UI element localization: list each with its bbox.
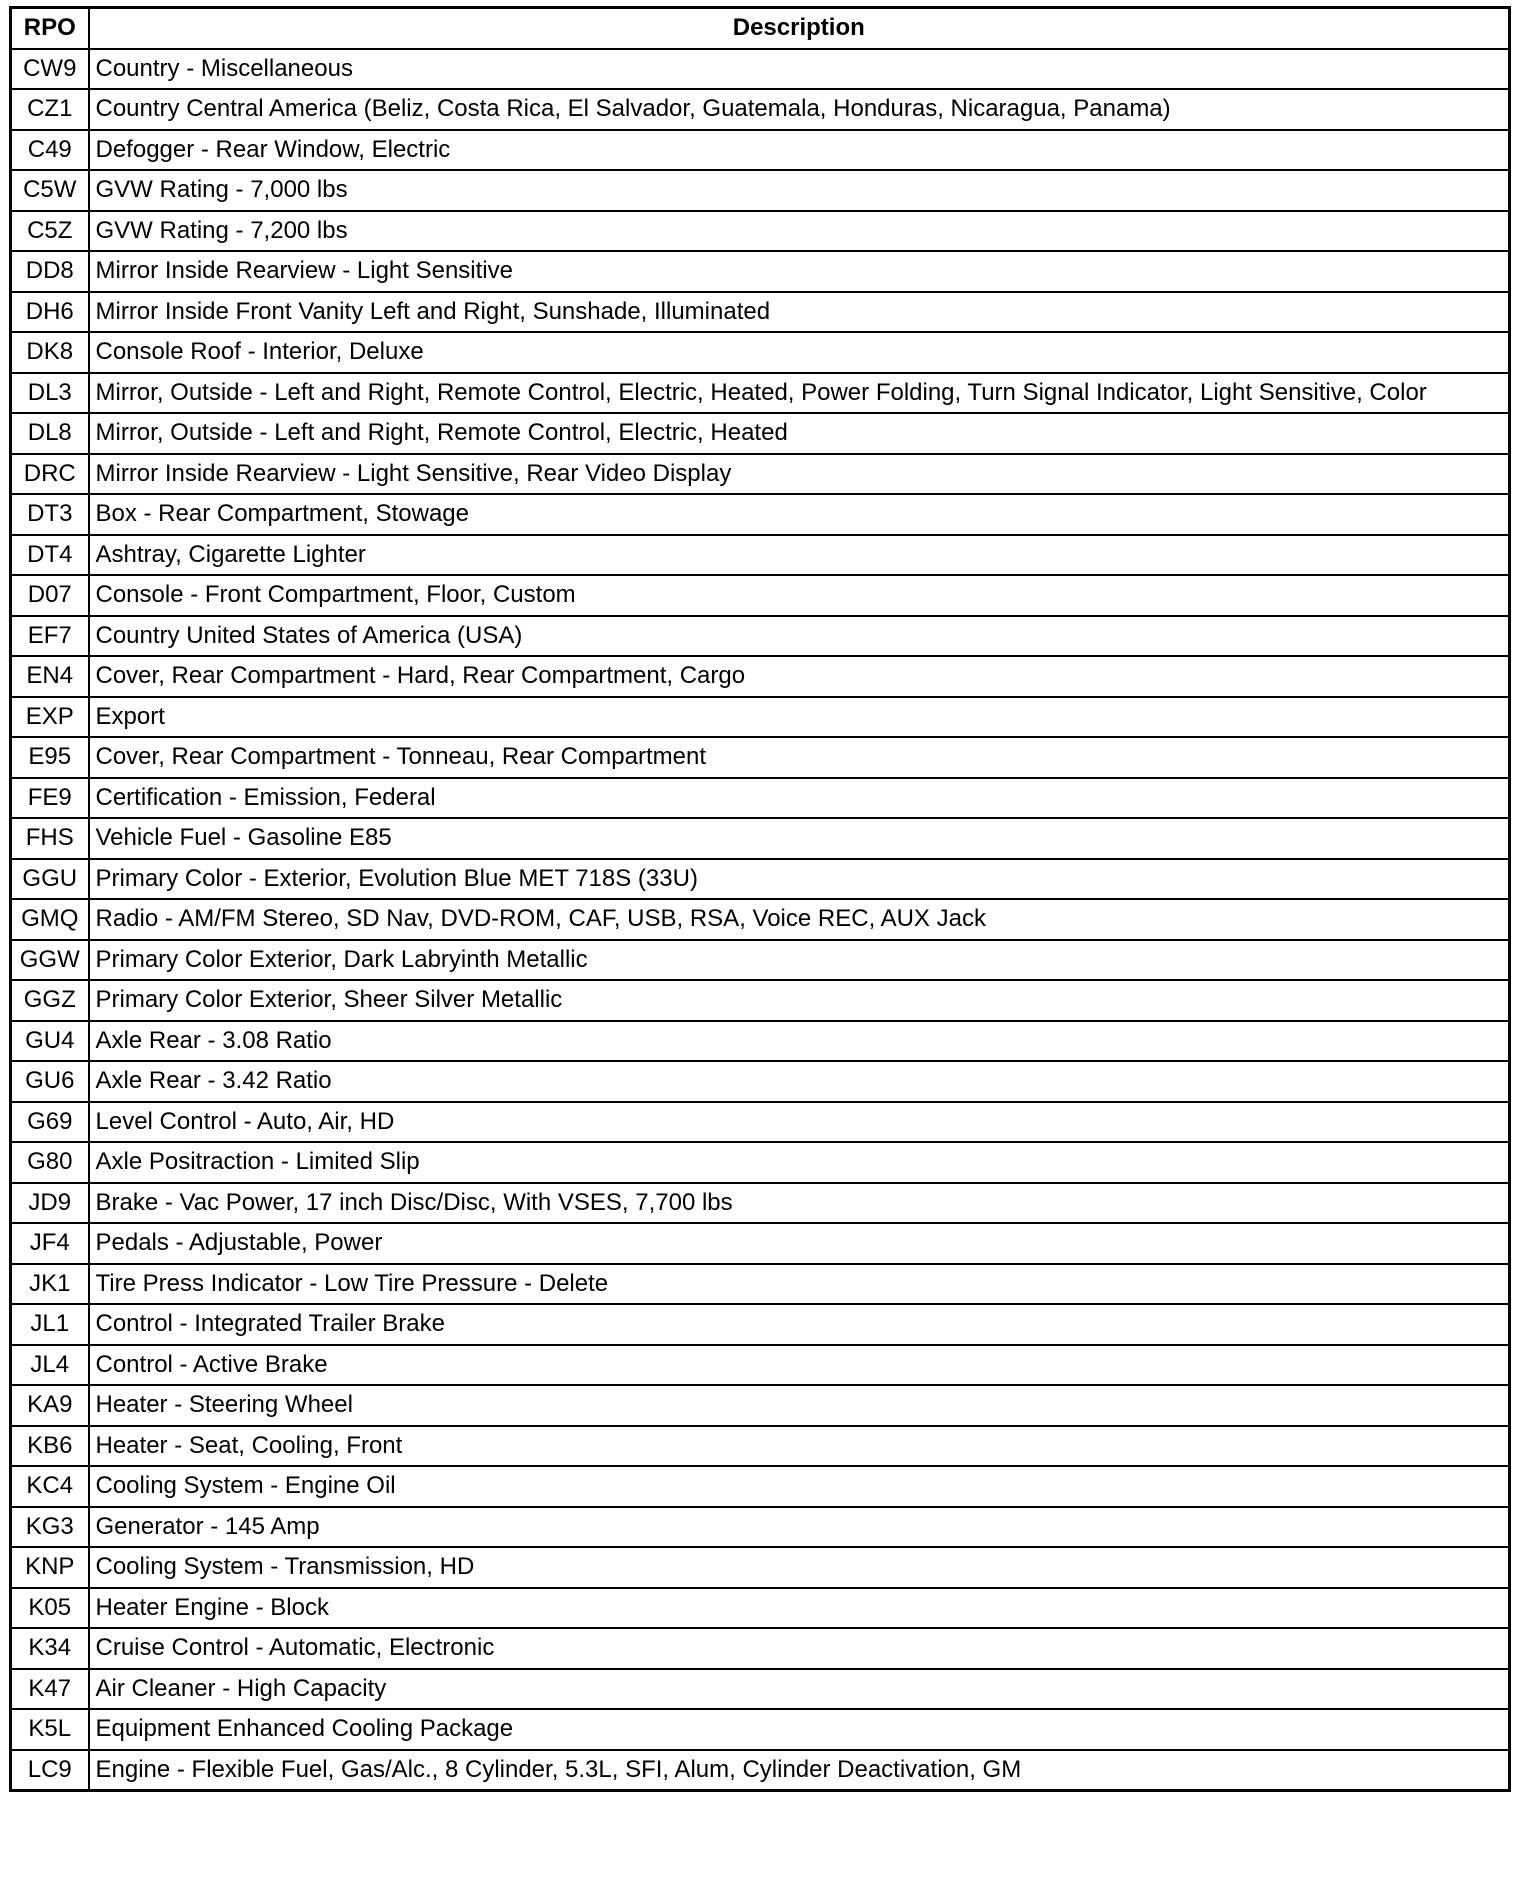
table-row xyxy=(11,332,1510,373)
table-row xyxy=(11,413,1510,454)
description-cell: Console - Front Compartment, Floor, Custom xyxy=(89,575,1510,616)
rpo-code-cell: KA9 xyxy=(11,1385,89,1426)
table-row xyxy=(11,535,1510,576)
rpo-code-cell: E95 xyxy=(11,737,89,778)
table-row xyxy=(11,1385,1510,1426)
table-row xyxy=(11,1466,1510,1507)
table-row xyxy=(11,373,1510,414)
table-row xyxy=(11,1628,1510,1669)
rpo-code-cell: EF7 xyxy=(11,616,89,657)
table-row xyxy=(11,940,1510,981)
description-cell: Level Control - Auto, Air, HD xyxy=(89,1102,1510,1143)
table-row xyxy=(11,1264,1510,1305)
table-row xyxy=(11,737,1510,778)
rpo-code-cell: JK1 xyxy=(11,1264,89,1305)
rpo-code-cell: K47 xyxy=(11,1669,89,1710)
rpo-code-cell: KC4 xyxy=(11,1466,89,1507)
rpo-code-cell: DD8 xyxy=(11,251,89,292)
rpo-code-cell: KNP xyxy=(11,1547,89,1588)
description-cell: Heater - Steering Wheel xyxy=(89,1385,1510,1426)
description-cell: Pedals - Adjustable, Power xyxy=(89,1223,1510,1264)
table-row xyxy=(11,899,1510,940)
rpo-code-cell: KB6 xyxy=(11,1426,89,1467)
table-row xyxy=(11,49,1510,90)
rpo-code-cell: EN4 xyxy=(11,656,89,697)
table-row xyxy=(11,1588,1510,1629)
rpo-code-cell: GU6 xyxy=(11,1061,89,1102)
rpo-code-cell: K05 xyxy=(11,1588,89,1629)
table-row xyxy=(11,1426,1510,1467)
rpo-code-cell: LC9 xyxy=(11,1750,89,1791)
table-row xyxy=(11,1304,1510,1345)
table-row xyxy=(11,575,1510,616)
table-row xyxy=(11,292,1510,333)
rpo-code-cell: GMQ xyxy=(11,899,89,940)
description-cell: Vehicle Fuel - Gasoline E85 xyxy=(89,818,1510,859)
rpo-code-cell: JL1 xyxy=(11,1304,89,1345)
table-row xyxy=(11,1061,1510,1102)
description-cell: Cruise Control - Automatic, Electronic xyxy=(89,1628,1510,1669)
table-row xyxy=(11,1183,1510,1224)
rpo-code-cell: FHS xyxy=(11,818,89,859)
table-row xyxy=(11,1223,1510,1264)
rpo-code-cell: DRC xyxy=(11,454,89,495)
table-row xyxy=(11,1750,1510,1791)
description-cell: Engine - Flexible Fuel, Gas/Alc., 8 Cylinder, 5.3L, SFI, Alum, Cylinder Deactivation, GM xyxy=(89,1750,1510,1791)
description-cell: Console Roof - Interior, Deluxe xyxy=(89,332,1510,373)
table-row xyxy=(11,1142,1510,1183)
description-cell: Mirror, Outside - Left and Right, Remote Control, Electric, Heated xyxy=(89,413,1510,454)
rpo-code-cell: DL3 xyxy=(11,373,89,414)
description-cell: Country United States of America (USA) xyxy=(89,616,1510,657)
table-row xyxy=(11,89,1510,130)
rpo-code-cell: JD9 xyxy=(11,1183,89,1224)
description-cell: Certification - Emission, Federal xyxy=(89,778,1510,819)
description-column-header: Description xyxy=(89,8,1510,49)
description-cell: Radio - AM/FM Stereo, SD Nav, DVD-ROM, CAF, USB, RSA, Voice REC, AUX Jack xyxy=(89,899,1510,940)
description-cell: Heater - Seat, Cooling, Front xyxy=(89,1426,1510,1467)
rpo-code-cell: C49 xyxy=(11,130,89,171)
rpo-code-cell: K34 xyxy=(11,1628,89,1669)
description-cell: Axle Rear - 3.42 Ratio xyxy=(89,1061,1510,1102)
description-cell: Control - Integrated Trailer Brake xyxy=(89,1304,1510,1345)
rpo-code-cell: G69 xyxy=(11,1102,89,1143)
description-cell: Country Central America (Beliz, Costa Rica, El Salvador, Guatemala, Honduras, Nicaragua, Panama) xyxy=(89,89,1510,130)
rpo-code-cell: JF4 xyxy=(11,1223,89,1264)
table-body xyxy=(11,49,1510,1791)
table-row xyxy=(11,1102,1510,1143)
description-cell: Brake - Vac Power, 17 inch Disc/Disc, With VSES, 7,700 lbs xyxy=(89,1183,1510,1224)
description-cell: Generator - 145 Amp xyxy=(89,1507,1510,1548)
rpo-code-cell: G80 xyxy=(11,1142,89,1183)
description-cell: Export xyxy=(89,697,1510,738)
rpo-column-header: RPO xyxy=(11,8,89,49)
table-row xyxy=(11,1021,1510,1062)
description-cell: Axle Rear - 3.08 Ratio xyxy=(89,1021,1510,1062)
table-row xyxy=(11,616,1510,657)
table-row xyxy=(11,494,1510,535)
rpo-code-cell: CZ1 xyxy=(11,89,89,130)
description-cell: Control - Active Brake xyxy=(89,1345,1510,1386)
description-cell: GVW Rating - 7,200 lbs xyxy=(89,211,1510,252)
table-row xyxy=(11,656,1510,697)
description-cell: Mirror Inside Rearview - Light Sensitive xyxy=(89,251,1510,292)
rpo-code-cell: GU4 xyxy=(11,1021,89,1062)
table-row xyxy=(11,130,1510,171)
description-cell: Box - Rear Compartment, Stowage xyxy=(89,494,1510,535)
description-cell: Tire Press Indicator - Low Tire Pressure - Delete xyxy=(89,1264,1510,1305)
table-row xyxy=(11,211,1510,252)
rpo-code-cell: DT4 xyxy=(11,535,89,576)
description-cell: Mirror, Outside - Left and Right, Remote Control, Electric, Heated, Power Folding, Turn Signal Indicator, Light Sensitive, Color xyxy=(89,373,1510,414)
rpo-code-cell: EXP xyxy=(11,697,89,738)
rpo-code-cell: GGZ xyxy=(11,980,89,1021)
description-cell: Axle Positraction - Limited Slip xyxy=(89,1142,1510,1183)
rpo-code-cell: GGW xyxy=(11,940,89,981)
table-row xyxy=(11,778,1510,819)
rpo-code-cell: D07 xyxy=(11,575,89,616)
description-cell: Country - Miscellaneous xyxy=(89,49,1510,90)
description-cell: Air Cleaner - High Capacity xyxy=(89,1669,1510,1710)
rpo-code-cell: C5Z xyxy=(11,211,89,252)
description-cell: Primary Color Exterior, Dark Labryinth Metallic xyxy=(89,940,1510,981)
description-cell: Defogger - Rear Window, Electric xyxy=(89,130,1510,171)
rpo-code-cell: GGU xyxy=(11,859,89,900)
table-row xyxy=(11,818,1510,859)
description-cell: Ashtray, Cigarette Lighter xyxy=(89,535,1510,576)
description-cell: Cooling System - Transmission, HD xyxy=(89,1547,1510,1588)
table-row xyxy=(11,454,1510,495)
rpo-table xyxy=(9,6,1511,1792)
description-cell: Cover, Rear Compartment - Hard, Rear Compartment, Cargo xyxy=(89,656,1510,697)
table-header-row xyxy=(11,8,1510,49)
table-row xyxy=(11,980,1510,1021)
table-row xyxy=(11,170,1510,211)
rpo-code-cell: JL4 xyxy=(11,1345,89,1386)
description-cell: Primary Color Exterior, Sheer Silver Metallic xyxy=(89,980,1510,1021)
table-row xyxy=(11,1345,1510,1386)
rpo-code-cell: DL8 xyxy=(11,413,89,454)
rpo-code-cell: CW9 xyxy=(11,49,89,90)
rpo-code-cell: DK8 xyxy=(11,332,89,373)
description-cell: GVW Rating - 7,000 lbs xyxy=(89,170,1510,211)
table-row xyxy=(11,251,1510,292)
table-row xyxy=(11,1709,1510,1750)
table-row xyxy=(11,1547,1510,1588)
table-row xyxy=(11,859,1510,900)
rpo-code-cell: K5L xyxy=(11,1709,89,1750)
description-cell: Equipment Enhanced Cooling Package xyxy=(89,1709,1510,1750)
table-row xyxy=(11,1507,1510,1548)
rpo-code-cell: KG3 xyxy=(11,1507,89,1548)
rpo-code-cell: FE9 xyxy=(11,778,89,819)
description-cell: Mirror Inside Rearview - Light Sensitive, Rear Video Display xyxy=(89,454,1510,495)
table-row xyxy=(11,1669,1510,1710)
description-cell: Cooling System - Engine Oil xyxy=(89,1466,1510,1507)
rpo-code-cell: C5W xyxy=(11,170,89,211)
description-cell: Heater Engine - Block xyxy=(89,1588,1510,1629)
rpo-code-cell: DT3 xyxy=(11,494,89,535)
description-cell: Mirror Inside Front Vanity Left and Right, Sunshade, Illuminated xyxy=(89,292,1510,333)
table-row xyxy=(11,697,1510,738)
description-cell: Primary Color - Exterior, Evolution Blue MET 718S (33U) xyxy=(89,859,1510,900)
rpo-code-cell: DH6 xyxy=(11,292,89,333)
description-cell: Cover, Rear Compartment - Tonneau, Rear Compartment xyxy=(89,737,1510,778)
